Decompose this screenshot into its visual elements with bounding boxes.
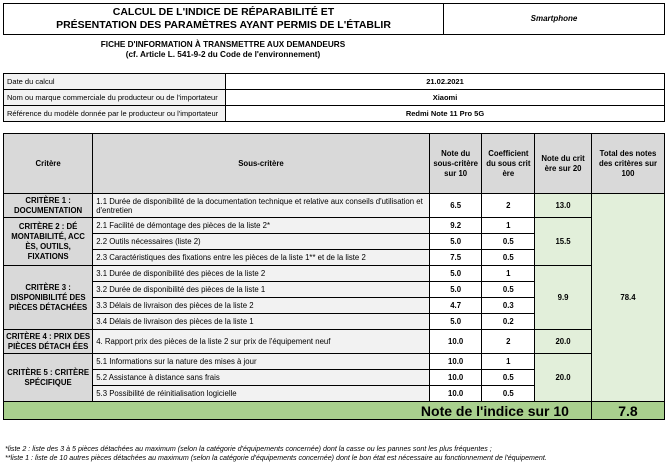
sub-criterion-label: 3.3 Délais de livraison des pièces de la liste 2 xyxy=(93,298,430,314)
sub-criterion-note: 10.0 xyxy=(429,370,482,386)
info-label: Nom ou marque commerciale du producteur ou de l'importateur xyxy=(4,90,226,106)
criterion-3-name: CRITÈRE 3 : DISPONIBILITÉ DES PIÈCES DÉTACHÉES xyxy=(4,266,93,330)
sub-criterion-note: 7.5 xyxy=(429,250,482,266)
sub-criterion-label: 5.1 Informations sur la nature des mises à jour xyxy=(93,354,430,370)
sub-criterion-label: 5.3 Possibilité de réinitialisation logicielle xyxy=(93,386,430,402)
table-row xyxy=(4,194,665,218)
table-row xyxy=(4,354,665,370)
footnotes xyxy=(5,445,667,463)
info-row-model xyxy=(4,106,665,122)
table-row xyxy=(4,266,665,282)
sub-criterion-note: 4.7 xyxy=(429,298,482,314)
sub-criterion-label: 5.2 Assistance à distance sans frais xyxy=(93,370,430,386)
info-label: Référence du modèle donnée par le producteur ou l'importateur xyxy=(4,106,226,122)
criterion-3-score: 9.9 xyxy=(535,266,592,330)
sub-criterion-note: 10.0 xyxy=(429,386,482,402)
sub-criterion-label: 2.2 Outils nécessaires (liste 2) xyxy=(93,234,430,250)
criterion-5-score: 20.0 xyxy=(535,354,592,402)
final-score-label: Note de l'indice sur 10 xyxy=(4,402,592,420)
criterion-1-name: CRITÈRE 1 : DOCUMENTATION xyxy=(4,194,93,218)
sub-criterion-note: 5.0 xyxy=(429,314,482,330)
document-title xyxy=(4,4,444,34)
header-box xyxy=(3,3,665,35)
criterion-1-score: 13.0 xyxy=(535,194,592,218)
score-table xyxy=(3,133,665,420)
sub-criterion-coef: 0.5 xyxy=(482,386,535,402)
sub-criterion-label: 4. Rapport prix des pièces de la liste 2 sur prix de l'équipement neuf xyxy=(93,330,430,354)
info-value: Xiaomi xyxy=(226,90,665,106)
sub-criterion-note: 9.2 xyxy=(429,218,482,234)
sub-criterion-coef: 2 xyxy=(482,330,535,354)
sub-criterion-note: 5.0 xyxy=(429,282,482,298)
sub-criterion-note: 10.0 xyxy=(429,330,482,354)
info-row-brand xyxy=(4,90,665,106)
info-value: 21.02.2021 xyxy=(226,74,665,90)
sub-criterion-note: 5.0 xyxy=(429,234,482,250)
product-info-table xyxy=(3,73,665,122)
footnote-liste-1: **liste 1 : liste de 10 autres pièces détachées au maximum (selon la catégorie d'équipements concernée) dont le bon état est nécessaire au fonctionnement de l'équipement. xyxy=(5,454,547,462)
sub-criterion-coef: 0.5 xyxy=(482,250,535,266)
sub-criterion-coef: 2 xyxy=(482,194,535,218)
sub-criterion-coef: 0.3 xyxy=(482,298,535,314)
criterion-5-name: CRITÈRE 5 : CRITÈRE SPÉCIFIQUE xyxy=(4,354,93,402)
sub-criterion-coef: 0.5 xyxy=(482,282,535,298)
col-note10: Note du sous-critère sur 10 xyxy=(429,134,482,194)
info-label: Date du calcul xyxy=(4,74,226,90)
fiche-line-1: FICHE D'INFORMATION À TRANSMETTRE AUX DEMANDEURS xyxy=(100,40,346,49)
score-table-header xyxy=(4,134,665,194)
criterion-2-score: 15.5 xyxy=(535,218,592,266)
final-score-row xyxy=(4,402,665,420)
table-row xyxy=(4,330,665,354)
sub-criterion-coef: 1 xyxy=(482,266,535,282)
sub-criterion-coef: 1 xyxy=(482,218,535,234)
footnote-liste-2: *liste 2 : liste des 3 à 5 pièces détachées au maximum (selon la catégorie d'équipements concernée) dont la casse ou les pannes sont les plus fréquentes ; xyxy=(5,445,492,453)
sub-criterion-label: 3.2 Durée de disponibilité des pièces de la liste 1 xyxy=(93,282,430,298)
info-value: Redmi Note 11 Pro 5G xyxy=(226,106,665,122)
fiche-heading xyxy=(3,40,443,60)
sub-criterion-note: 10.0 xyxy=(429,354,482,370)
total-score-100: 78.4 xyxy=(591,194,664,402)
criterion-2-name: CRITÈRE 2 : DÉ MONTABILITÉ, ACC ÈS, OUTILS, FIXATIONS xyxy=(4,218,93,266)
sub-criterion-label: 2.1 Facilité de démontage des pièces de la liste 2* xyxy=(93,218,430,234)
info-row-date xyxy=(4,74,665,90)
title-line-1: CALCUL DE L'INDICE DE RÉPARABILITÉ ET xyxy=(112,6,335,18)
sub-criterion-coef: 0.2 xyxy=(482,314,535,330)
sub-criterion-note: 5.0 xyxy=(429,266,482,282)
sub-criterion-label: 2.3 Caractéristiques des fixations entre les pièces de la liste 1** et de la liste 2 xyxy=(93,250,430,266)
final-score-value: 7.8 xyxy=(591,402,664,420)
col-sous-critere: Sous-critère xyxy=(93,134,430,194)
title-line-2: PRÉSENTATION DES PARAMÈTRES AYANT PERMIS DE L'ÉTABLIR xyxy=(56,19,391,31)
product-category: Smartphone xyxy=(530,14,578,23)
fiche-line-2: (cf. Article L. 541-9-2 du Code de l'environnement) xyxy=(125,50,321,59)
col-critere: Critère xyxy=(4,134,93,194)
sub-criterion-coef: 1 xyxy=(482,354,535,370)
col-coef: Coefficient du sous crit ère xyxy=(482,134,535,194)
sub-criterion-label: 1.1 Durée de disponibilité de la documentation technique et relative aux conseils d'utilisation et d'entretien xyxy=(93,194,430,218)
col-total: Total des notes des critères sur 100 xyxy=(591,134,664,194)
col-note20: Note du crit ère sur 20 xyxy=(535,134,592,194)
sub-criterion-note: 6.5 xyxy=(429,194,482,218)
sub-criterion-label: 3.4 Délais de livraison des pièces de la liste 1 xyxy=(93,314,430,330)
table-row xyxy=(4,218,665,234)
criterion-4-name: CRITÈRE 4 : PRIX DES PIÈCES DÉTACH ÉES xyxy=(4,330,93,354)
sub-criterion-label: 3.1 Durée de disponibilité des pièces de la liste 2 xyxy=(93,266,430,282)
sub-criterion-coef: 0.5 xyxy=(482,370,535,386)
criterion-4-score: 20.0 xyxy=(535,330,592,354)
sub-criterion-coef: 0.5 xyxy=(482,234,535,250)
